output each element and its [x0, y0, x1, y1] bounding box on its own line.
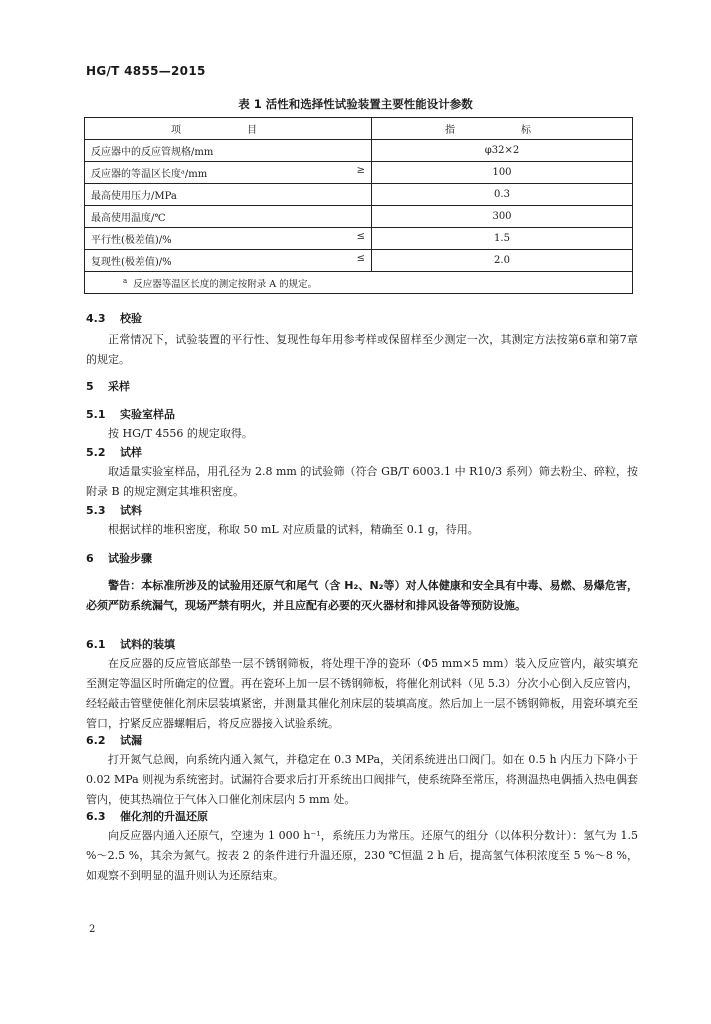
section-6-1-text: 在反应器的反应管底部垫一层不锈钢筛板，将处理干净的瓷环（Φ5 mm×5 mm）装入反应管内，敲实填充至测定等温区时所确定的位置。再在瓷环上加一层不锈钢筛板，将催化剂试料（见 5.3）分次小心倒入反应管内，经轻敲击管壁使催化剂床层装填紧密，并测量其催化剂床层的装填高度。然后加上一层不锈钢筛板，用瓷环填充至管口，拧紧反应器螺帽后，将反应器接入试验系统。: [86, 657, 638, 730]
table-row: [85, 162, 633, 184]
page-number: 2: [89, 924, 96, 935]
table-row: [85, 206, 633, 228]
section-6-heading: 6 试验步骤: [86, 552, 152, 565]
section-6-2-heading: 6.2 试漏: [86, 734, 142, 747]
row-value: 100: [372, 162, 633, 184]
section-5-3-heading: 5.3 试料: [86, 504, 142, 517]
row-item: 反应器的等温区长度ᵃ/mm ≥: [85, 162, 372, 184]
section-5-2-text: 取适量实验室样品，用孔径为 2.8 mm 的试验筛（符合 GB/T 6003.1 中 R10/3 系列）筛去粉尘、碎粒，按附录 B 的规定测定其堆积密度。: [86, 465, 638, 498]
section-6-3-text: 向反应器内通入还原气，空速为 1 000 h⁻¹，系统压力为常压。还原气的组分（以体积分数计）：氢气为 1.5 %～2.5 %，其余为氮气。按表 2 的条件进行升温还原，230 ℃恒温 2 h 后，提高氢气体积浓度至 5 %～8 %，如观察不到明显的温升则认为还原结束。: [86, 829, 638, 882]
column-header-value: 指 标: [372, 118, 633, 140]
section-5-3-text: 根据试样的堆积密度，称取 50 mL 对应质量的试料，精确至 0.1 g，待用。: [108, 523, 479, 536]
row-item: 反应器中的反应管规格/mm: [85, 140, 372, 162]
document-id: HG/T 4855—2015: [86, 64, 206, 78]
table-note-row: [85, 272, 633, 294]
section-6-3-heading: 6.3 催化剂的升温还原: [86, 810, 208, 823]
section-6-2-text: 打开氮气总阀，向系统内通入氮气，并稳定在 0.3 MPa，关闭系统进出口阀门。如在 0.5 h 内压力下降小于 0.02 MPa 则视为系统密封。试漏符合要求后打开系统出口阀排气，使系统降至常压，将测温热电偶插入热电偶套管内，使其热端位于气体入口催化剂床层内 5 mm 处。: [86, 753, 638, 806]
table-row: [85, 184, 633, 206]
row-item: 平行性(极差值)/% ≤: [85, 228, 372, 250]
section-6-1-heading: 6.1 试料的装填: [86, 638, 175, 651]
row-value: 0.3: [372, 184, 633, 206]
spec-table: [84, 117, 633, 294]
section-5-1-text: 按 HG/T 4556 的规定取得。: [108, 427, 253, 440]
row-value: 300: [372, 206, 633, 228]
table-footnote: $^a$ 反应器等温区长度的测定按附录 A 的规定。: [85, 272, 633, 294]
row-item: 复现性(极差值)/% ≤: [85, 250, 372, 272]
row-value: φ32×2: [372, 140, 633, 162]
column-header-item: 项 目: [85, 118, 372, 140]
row-item: 最高使用温度/℃: [85, 206, 372, 228]
section-5-2-heading: 5.2 试样: [86, 446, 142, 459]
section-4-3-text: 正常情况下，试验装置的平行性、复现性每年用参考样或保留样至少测定一次，其测定方法按第6章和第7章的规定。: [86, 333, 638, 366]
table-title: 表 1 活性和选择性试验装置主要性能设计参数: [238, 97, 473, 111]
section-5-heading: 5 采样: [86, 380, 130, 393]
section-4-3-heading: 4.3 校验: [86, 312, 142, 325]
row-value: 1.5: [372, 228, 633, 250]
table-row: [85, 140, 633, 162]
table-header-row: [85, 118, 633, 140]
table-row: [85, 250, 633, 272]
safety-warning: 警告：本标准所涉及的试验用还原气和尾气（含 H₂、N₂等）对人体健康和安全具有中毒、易燃、易爆危害，必须严防系统漏气，现场严禁有明火，并且应配有必要的灭火器材和排风设备等预防设施。: [86, 579, 638, 612]
table-row: [85, 228, 633, 250]
row-value: 2.0: [372, 250, 633, 272]
row-item: 最高使用压力/MPa: [85, 184, 372, 206]
section-5-1-heading: 5.1 实验室样品: [86, 408, 175, 421]
